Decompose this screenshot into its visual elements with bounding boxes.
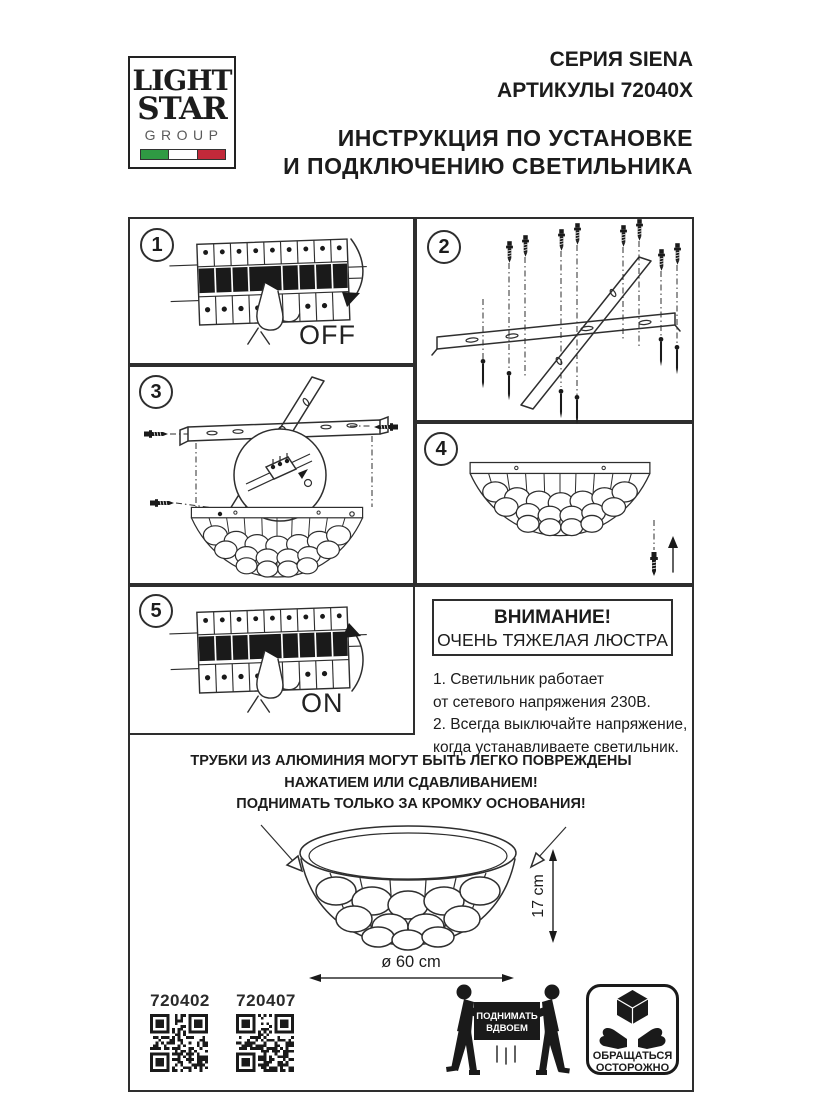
warning-line-1: ТРУБКИ ИЗ АЛЮМИНИЯ МОГУТ БЫТЬ ЛЕГКО ПОВРЕЖДЕНЫ	[190, 753, 632, 769]
step-badge-1	[140, 228, 174, 262]
note-line-1: 1. Светильник работает	[433, 671, 604, 688]
warning-line-2: НАЖАТИЕМ ИЛИ СДАВЛИВАНИЕМ!	[284, 774, 538, 791]
logo-word-group: GROUP	[144, 127, 224, 143]
note-line-4: когда устанавливаете светильник.	[433, 738, 679, 756]
header-instruction-block	[283, 124, 693, 180]
step-number: 3	[150, 380, 162, 403]
step-number: 5	[150, 599, 162, 622]
italian-flag-bar	[140, 149, 226, 160]
qr-code-1	[150, 1014, 208, 1072]
power-notes	[433, 669, 687, 759]
step-number: 4	[435, 437, 447, 460]
warning-line-3: ПОДНИМАТЬ ТОЛЬКО ЗА КРОМКУ ОСНОВАНИЯ!	[236, 796, 586, 812]
article-code-2: 720407	[236, 991, 296, 1010]
logo-word-light: LIGHT	[132, 64, 232, 97]
instruction-title-line2: И ПОДКЛЮЧЕНИЮ СВЕТИЛЬНИКА	[283, 153, 693, 179]
care-label-line2: ОСТОРОЖНО	[595, 1062, 670, 1074]
article-code-1: 720402	[150, 991, 210, 1010]
instruction-title-line1: ИНСТРУКЦИЯ ПО УСТАНОВКЕ	[337, 125, 693, 151]
lift-sign-line2: ВДВОЕМ	[486, 1023, 528, 1034]
attention-subtitle: ОЧЕНЬ ТЯЖЕЛАЯ ЛЮСТРА	[437, 630, 668, 650]
qr-code-2	[236, 1014, 294, 1072]
note-line-3: 2. Всегда выключайте напряжение,	[433, 716, 688, 733]
lightstar-logo	[128, 56, 236, 169]
step-badge-3	[139, 375, 173, 409]
rim-pointer-arrow-left	[261, 825, 302, 871]
step-number: 1	[151, 233, 163, 256]
attention-box	[432, 599, 673, 656]
lift-with-two-people-icon	[440, 983, 576, 1078]
attention-title: ВНИМАНИЕ!	[493, 607, 612, 628]
lift-sign-line1: ПОДНИМАТЬ	[476, 1011, 538, 1022]
diameter-dimension-label: ø 60 cm	[381, 953, 441, 971]
step-badge-4	[424, 432, 458, 466]
step-badge-5	[139, 594, 173, 628]
articles-title: АРТИКУЛЫ 72040X	[497, 79, 693, 102]
step-badge-2	[427, 230, 461, 264]
step4-mounted-fixture-diagram	[417, 424, 691, 583]
on-label: ON	[301, 688, 344, 718]
note-line-2: от сетевого напряжения 230В.	[433, 693, 651, 711]
step3-hanging-wiring-diagram	[130, 367, 413, 583]
handle-with-care-icon	[585, 983, 680, 1076]
diameter-dimension-arrow	[309, 974, 514, 982]
header-series-block	[497, 44, 693, 106]
height-dimension-arrow	[549, 849, 557, 943]
off-label: OFF	[299, 320, 356, 350]
series-title: СЕРИЯ SIENA	[549, 48, 693, 71]
height-dimension-label: 17 cm	[530, 874, 547, 918]
logo-word-star: STAR	[137, 91, 227, 127]
chandelier-dimension-diagram	[150, 795, 580, 1000]
rim-pointer-arrow-right	[531, 827, 566, 867]
care-label-line1: ОБРАЩАТЬСЯ	[592, 1050, 673, 1062]
step-number: 2	[438, 235, 450, 258]
